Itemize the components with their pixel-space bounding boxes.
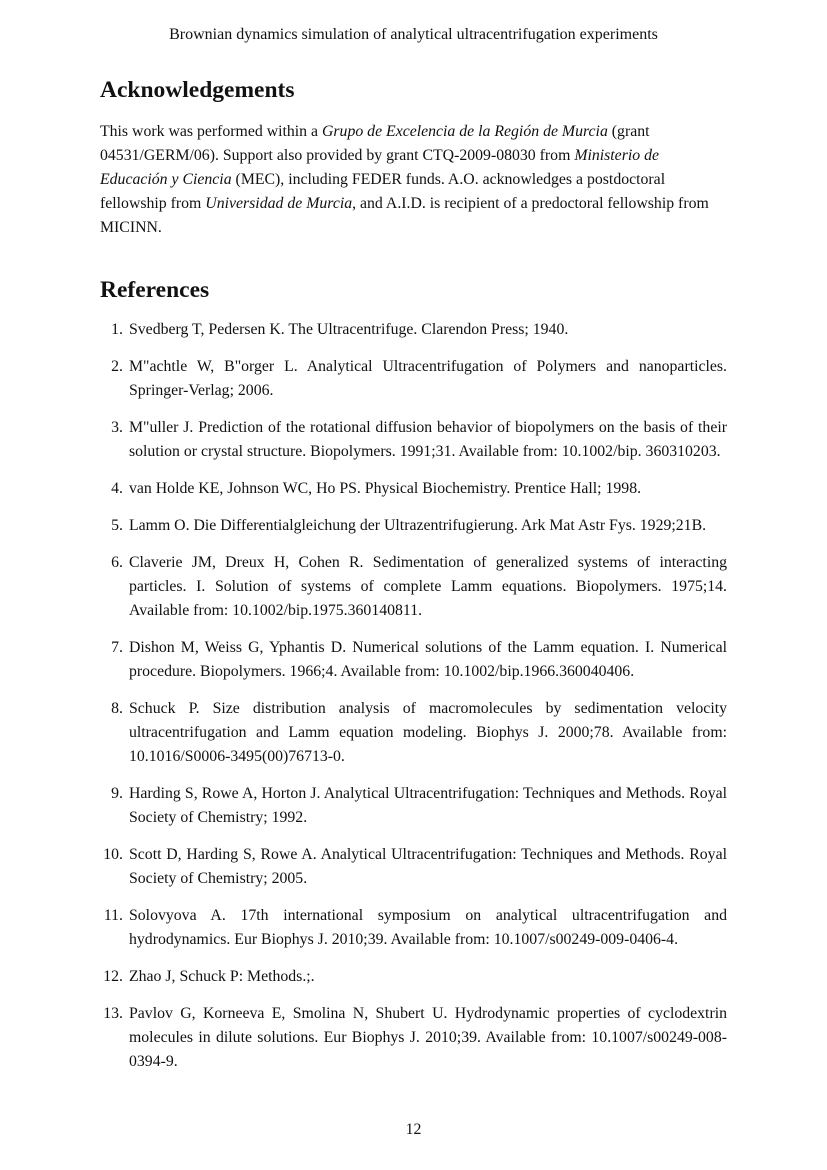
reference-number: 11. xyxy=(103,907,123,924)
reference-text: Svedberg T, Pedersen K. The Ultracentrifuge. Clarendon Press; 1940. xyxy=(129,321,569,338)
reference-item xyxy=(100,843,727,891)
reference-text: van Holde KE, Johnson WC, Ho PS. Physical Biochemistry. Prentice Hall; 1998. xyxy=(129,480,642,497)
reference-text: Claverie JM, Dreux H, Cohen R. Sedimentation of generalized systems of interacting particles. I. Solution of systems of complete Lamm equations. Biopolymers. 1975;14. Available from: 10.1002/bip.1975.360140811. xyxy=(129,554,727,619)
reference-item xyxy=(100,965,727,989)
reference-number: 5. xyxy=(111,517,123,534)
reference-item xyxy=(100,355,727,403)
reference-item xyxy=(100,904,727,952)
ack-text-4: , and A.I.D. is recipient of a predoctoral fellowship from MICINN. xyxy=(100,195,709,236)
reference-text: Zhao J, Schuck P: Methods.;. xyxy=(129,968,315,985)
reference-item xyxy=(100,514,727,538)
acknowledgements-heading: Acknowledgements xyxy=(100,77,295,103)
reference-text: Pavlov G, Korneeva E, Smolina N, Shubert U. Hydrodynamic properties of cyclodextrin molecules in dilute solutions. Eur Biophys J. 2010;39. Available from: 10.1007/s00249-008-0394-9. xyxy=(129,1005,727,1070)
reference-item xyxy=(100,477,727,501)
reference-text: Dishon M, Weiss G, Yphantis D. Numerical solutions of the Lamm equation. I. Numerical procedure. Biopolymers. 1966;4. Available from: 10.1002/bip.1966.360040406. xyxy=(129,639,727,680)
page-content xyxy=(100,74,727,1087)
ack-text-3: (MEC), including FEDER funds. A.O. acknowledges a postdoctoral fellowship from xyxy=(100,171,666,212)
reference-item xyxy=(100,551,727,623)
reference-number: 1. xyxy=(111,321,123,338)
reference-item xyxy=(100,318,727,342)
ack-italic-1: Grupo de Excelencia de la Región de Murcia xyxy=(321,123,608,140)
reference-text: Scott D, Harding S, Rowe A. Analytical Ultracentrifugation: Techniques and Methods. Royal Society of Chemistry; 2005. xyxy=(129,846,727,887)
reference-text: Schuck P. Size distribution analysis of macromolecules by sedimentation velocity ultracentrifugation and Lamm equation modeling. Biophys J. 2000;78. Available from: 10.1016/S0006-3495(00)76713-0. xyxy=(129,700,727,765)
reference-text: Harding S, Rowe A, Horton J. Analytical Ultracentrifugation: Techniques and Methods. Royal Society of Chemistry; 1992. xyxy=(129,785,727,826)
reference-item xyxy=(100,636,727,684)
reference-number: 6. xyxy=(111,554,123,571)
reference-number: 9. xyxy=(111,785,123,802)
reference-item xyxy=(100,697,727,769)
reference-text: Solovyova A. 17th international symposium on analytical ultracentrifugation and hydrodynamics. Eur Biophys J. 2010;39. Available from: 10.1007/s00249-009-0406-4. xyxy=(129,907,727,948)
page-number: 12 xyxy=(405,1121,422,1138)
reference-item xyxy=(100,1002,727,1074)
reference-number: 8. xyxy=(111,700,123,717)
ack-text-2: (grant 04531/GERM/06). Support also provided by grant CTQ-2009-08030 from xyxy=(100,123,650,164)
reference-number: 2. xyxy=(111,358,123,375)
reference-number: 4. xyxy=(111,480,123,497)
references-heading: References xyxy=(100,277,210,303)
running-head: Brownian dynamics simulation of analytical ultracentrifugation experiments xyxy=(169,26,658,43)
acknowledgements-paragraph xyxy=(100,120,727,240)
reference-item xyxy=(100,782,727,830)
reference-text: M"uller J. Prediction of the rotational diffusion behavior of biopolymers on the basis of their solution or crystal structure. Biopolymers. 1991;31. Available from: 10.1002/bip. 360310203. xyxy=(129,419,727,460)
reference-text: M"achtle W, B"orger L. Analytical Ultracentrifugation of Polymers and nanoparticles. Springer-Verlag; 2006. xyxy=(129,358,727,399)
reference-number: 3. xyxy=(111,419,123,436)
reference-number: 12. xyxy=(103,968,123,985)
reference-number: 13. xyxy=(103,1005,123,1022)
reference-text: Lamm O. Die Differentialgleichung der Ultrazentrifugierung. Ark Mat Astr Fys. 1929;21B. xyxy=(129,517,707,534)
reference-item xyxy=(100,416,727,464)
reference-number: 7. xyxy=(111,639,123,656)
ack-italic-2: Ministerio de Educación y Ciencia xyxy=(100,147,659,188)
ack-italic-3: Universidad de Murcia xyxy=(205,195,353,212)
reference-number: 10. xyxy=(103,846,123,863)
ack-text-1: This work was performed within a xyxy=(100,123,322,140)
references-list xyxy=(100,318,727,1074)
